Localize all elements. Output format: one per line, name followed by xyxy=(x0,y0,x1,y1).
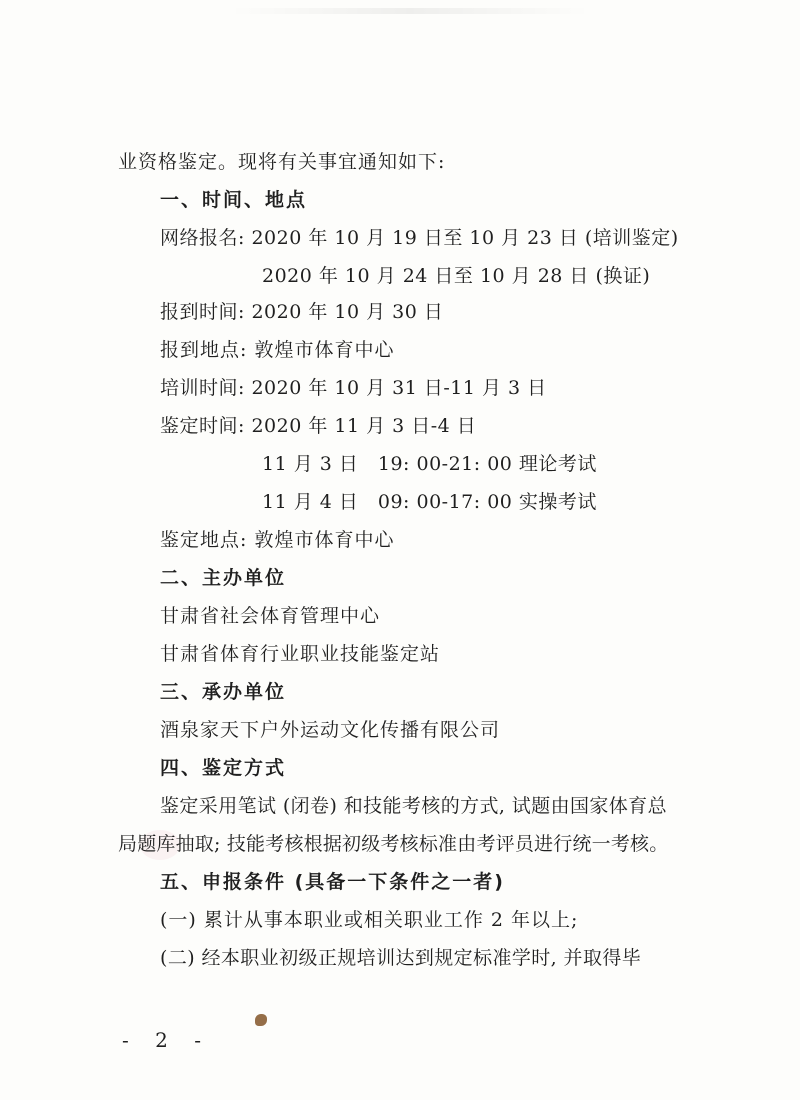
condition-item-1: (一) 累计从事本职业或相关职业工作 2 年以上; xyxy=(160,909,579,931)
training-time-line: 培训时间: 2020 年 10 月 31 日-11 月 3 日 xyxy=(160,377,547,399)
exam-schedule-practical: 11 月 4 日 09: 00-17: 00 实操考试 xyxy=(262,491,597,513)
section-4-heading: 四、鉴定方式 xyxy=(160,757,287,779)
online-registration-line: 网络报名: 2020 年 10 月 19 日至 10 月 23 日 (培训鉴定) xyxy=(160,227,679,249)
intro-text: 业资格鉴定。现将有关事宜通知如下: xyxy=(118,151,446,173)
host-org-1: 甘肃省社会体育管理中心 xyxy=(160,605,381,627)
section-2-heading: 二、主办单位 xyxy=(160,567,287,589)
report-time-line: 报到时间: 2020 年 10 月 30 日 xyxy=(160,301,444,323)
method-paragraph-line-1: 鉴定采用笔试 (闭卷) 和技能考核的方式, 试题由国家体育总 xyxy=(160,795,667,817)
exam-schedule-theory: 11 月 3 日 19: 00-21: 00 理论考试 xyxy=(262,453,597,475)
condition-item-2: (二) 经本职业初级正规培训达到规定标准学时, 并取得毕 xyxy=(160,947,642,969)
exam-time-line: 鉴定时间: 2020 年 11 月 3 日-4 日 xyxy=(160,415,477,437)
report-place-line: 报到地点: 敦煌市体育中心 xyxy=(160,339,395,361)
ink-spot xyxy=(255,1014,267,1026)
exam-place-line: 鉴定地点: 敦煌市体育中心 xyxy=(160,529,395,551)
section-3-heading: 三、承办单位 xyxy=(160,681,287,703)
method-paragraph-line-2: 局题库抽取; 技能考核根据初级考核标准由考评员进行统一考核。 xyxy=(118,833,669,855)
online-registration-line-2: 2020 年 10 月 24 日至 10 月 28 日 (换证) xyxy=(262,265,651,287)
host-org-2: 甘肃省体育行业职业技能鉴定站 xyxy=(160,643,441,665)
scan-artifact xyxy=(230,8,590,14)
section-1-heading: 一、时间、地点 xyxy=(160,189,308,211)
section-5-heading: 五、申报条件 (具备一下条件之一者) xyxy=(160,871,505,893)
page-number: - 2 - xyxy=(122,1028,211,1052)
organizer-org: 酒泉家天下户外运动文化传播有限公司 xyxy=(160,719,501,741)
